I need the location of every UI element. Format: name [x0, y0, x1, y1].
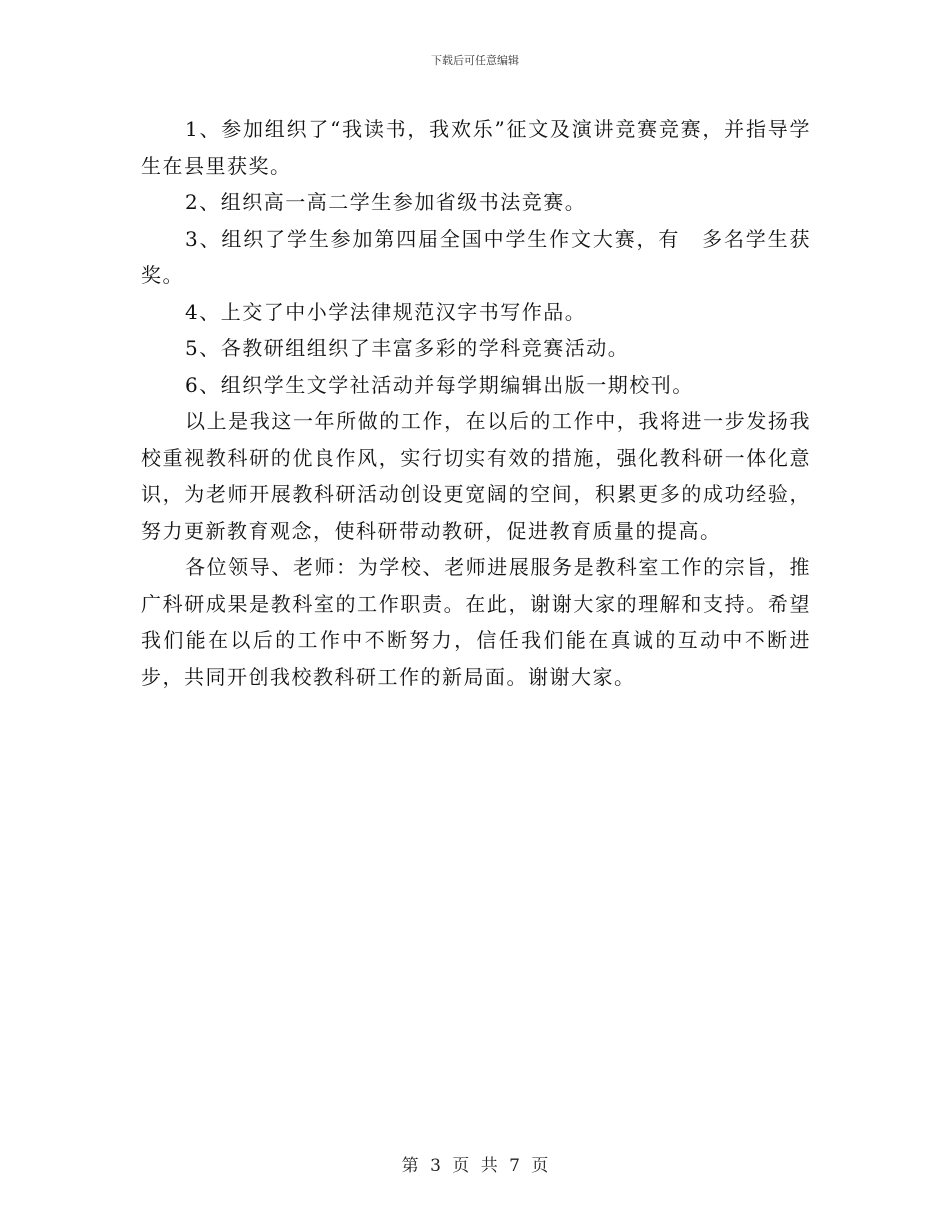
paragraph-item-3: 3、组织了学生参加第四届全国中学生作文大赛，有 多名学生获奖。: [141, 226, 811, 287]
paragraph-item-6: 6、组织学生文学社活动并每学期编辑出版一期校刊。: [185, 372, 694, 397]
paragraph-summary: 以上是我这一年所做的工作，在以后的工作中，我将进一步发扬我校重视教科研的优良作风，实行切实有效的措施，强化教科研一体化意识，为老师开展教科研活动创设更宽阔的空间，积累更多的成功经验，努力更新教育观念，使科研带动教研，促进教育质量的提高。: [141, 409, 811, 543]
paragraph-item-1: 1、参加组织了“我读书，我欢乐”征文及演讲竞赛竞赛，并指导学生在县里获奖。: [141, 117, 811, 178]
paragraph-item-4: 4、上交了中小学法律规范汉字书写作品。: [185, 299, 587, 324]
page-header: 下载后可任意编辑: [431, 54, 519, 67]
page-number: 第 3 页 共 7 页: [401, 1156, 549, 1176]
paragraph-item-5: 5、各教研组组织了丰富多彩的学科竞赛活动。: [185, 336, 630, 360]
paragraph-item-2: 2、组织高一高二学生参加省级书法竞赛。: [185, 190, 587, 214]
paragraph-closing: 各位领导、老师：为学校、老师进展服务是教科室工作的宗旨，推广科研成果是教科室的工作职责。在此，谢谢大家的理解和支持。希望我们能在以后的工作中不断努力，信任我们能在真诚的互动中不断进步，共同开创我校教科研工作的新局面。谢谢大家。: [141, 555, 811, 689]
document-body: [141, 111, 811, 695]
